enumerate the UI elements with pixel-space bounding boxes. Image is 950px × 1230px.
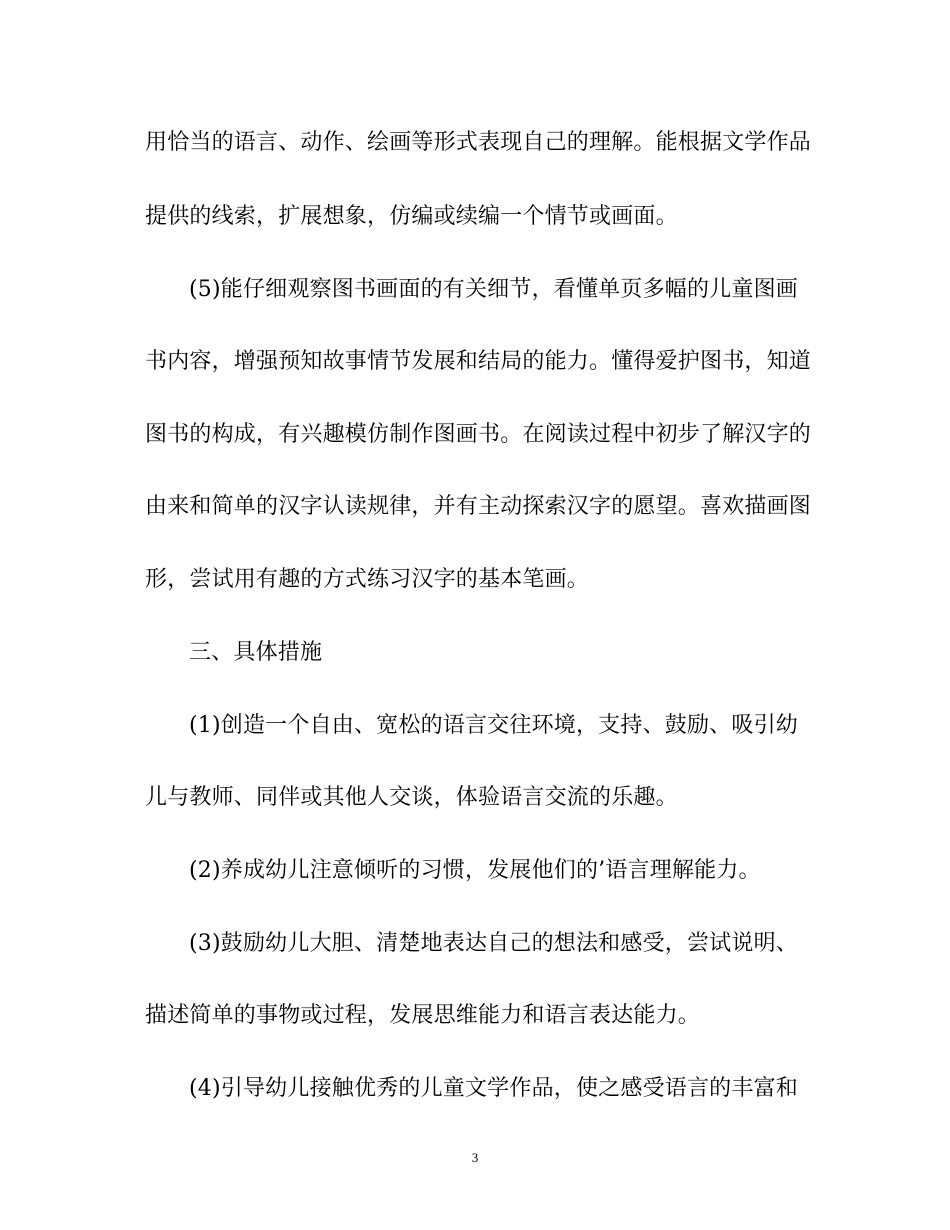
paragraph-line: (4)引导幼儿接触优秀的儿童文学作品，使之感受语言的丰富和 (189, 1076, 798, 1101)
paragraph-line: 用恰当的语言、动作、绘画等形式表现自己的理解。能根据文学作品 (145, 130, 812, 155)
paragraph-line: 描述简单的事物或过程，发展思维能力和语言表达能力。 (145, 1003, 701, 1028)
paragraph-line: (3)鼓励幼儿大胆、清楚地表达自己的想法和感受，尝试说明、 (189, 931, 798, 956)
page-number: 3 (471, 1150, 479, 1165)
paragraph-line: (5)能仔细观察图书画面的有关细节，看懂单页多幅的儿童图画 (189, 277, 798, 302)
paragraph-line: 图书的构成，有兴趣模仿制作图画书。在阅读过程中初步了解汉字的 (145, 422, 812, 447)
paragraph-line: 儿与教师、同伴或其他人交谈，体验语言交流的乐趣。 (145, 785, 678, 810)
paragraph-line: (2)养成幼儿注意倾听的习惯，发展他们的’语言理解能力。 (189, 858, 761, 883)
paragraph-line: 书内容，增强预知故事情节发展和结局的能力。懂得爱护图书，知道 (145, 349, 812, 374)
paragraph-line: 提供的线索，扩展想象，仿编或续编一个情节或画面。 (145, 204, 678, 229)
paragraph-line: (1)创造一个自由、宽松的语言交往环境，支持、鼓励、吸引幼 (189, 713, 798, 738)
paragraph-line: 形，尝试用有趣的方式练习汉字的基本笔画。 (145, 567, 590, 592)
section-heading: 三、具体措施 (189, 640, 323, 665)
paragraph-line: 由来和简单的汉字认读规律，并有主动探索汉字的愿望。喜欢描画图 (145, 494, 812, 519)
